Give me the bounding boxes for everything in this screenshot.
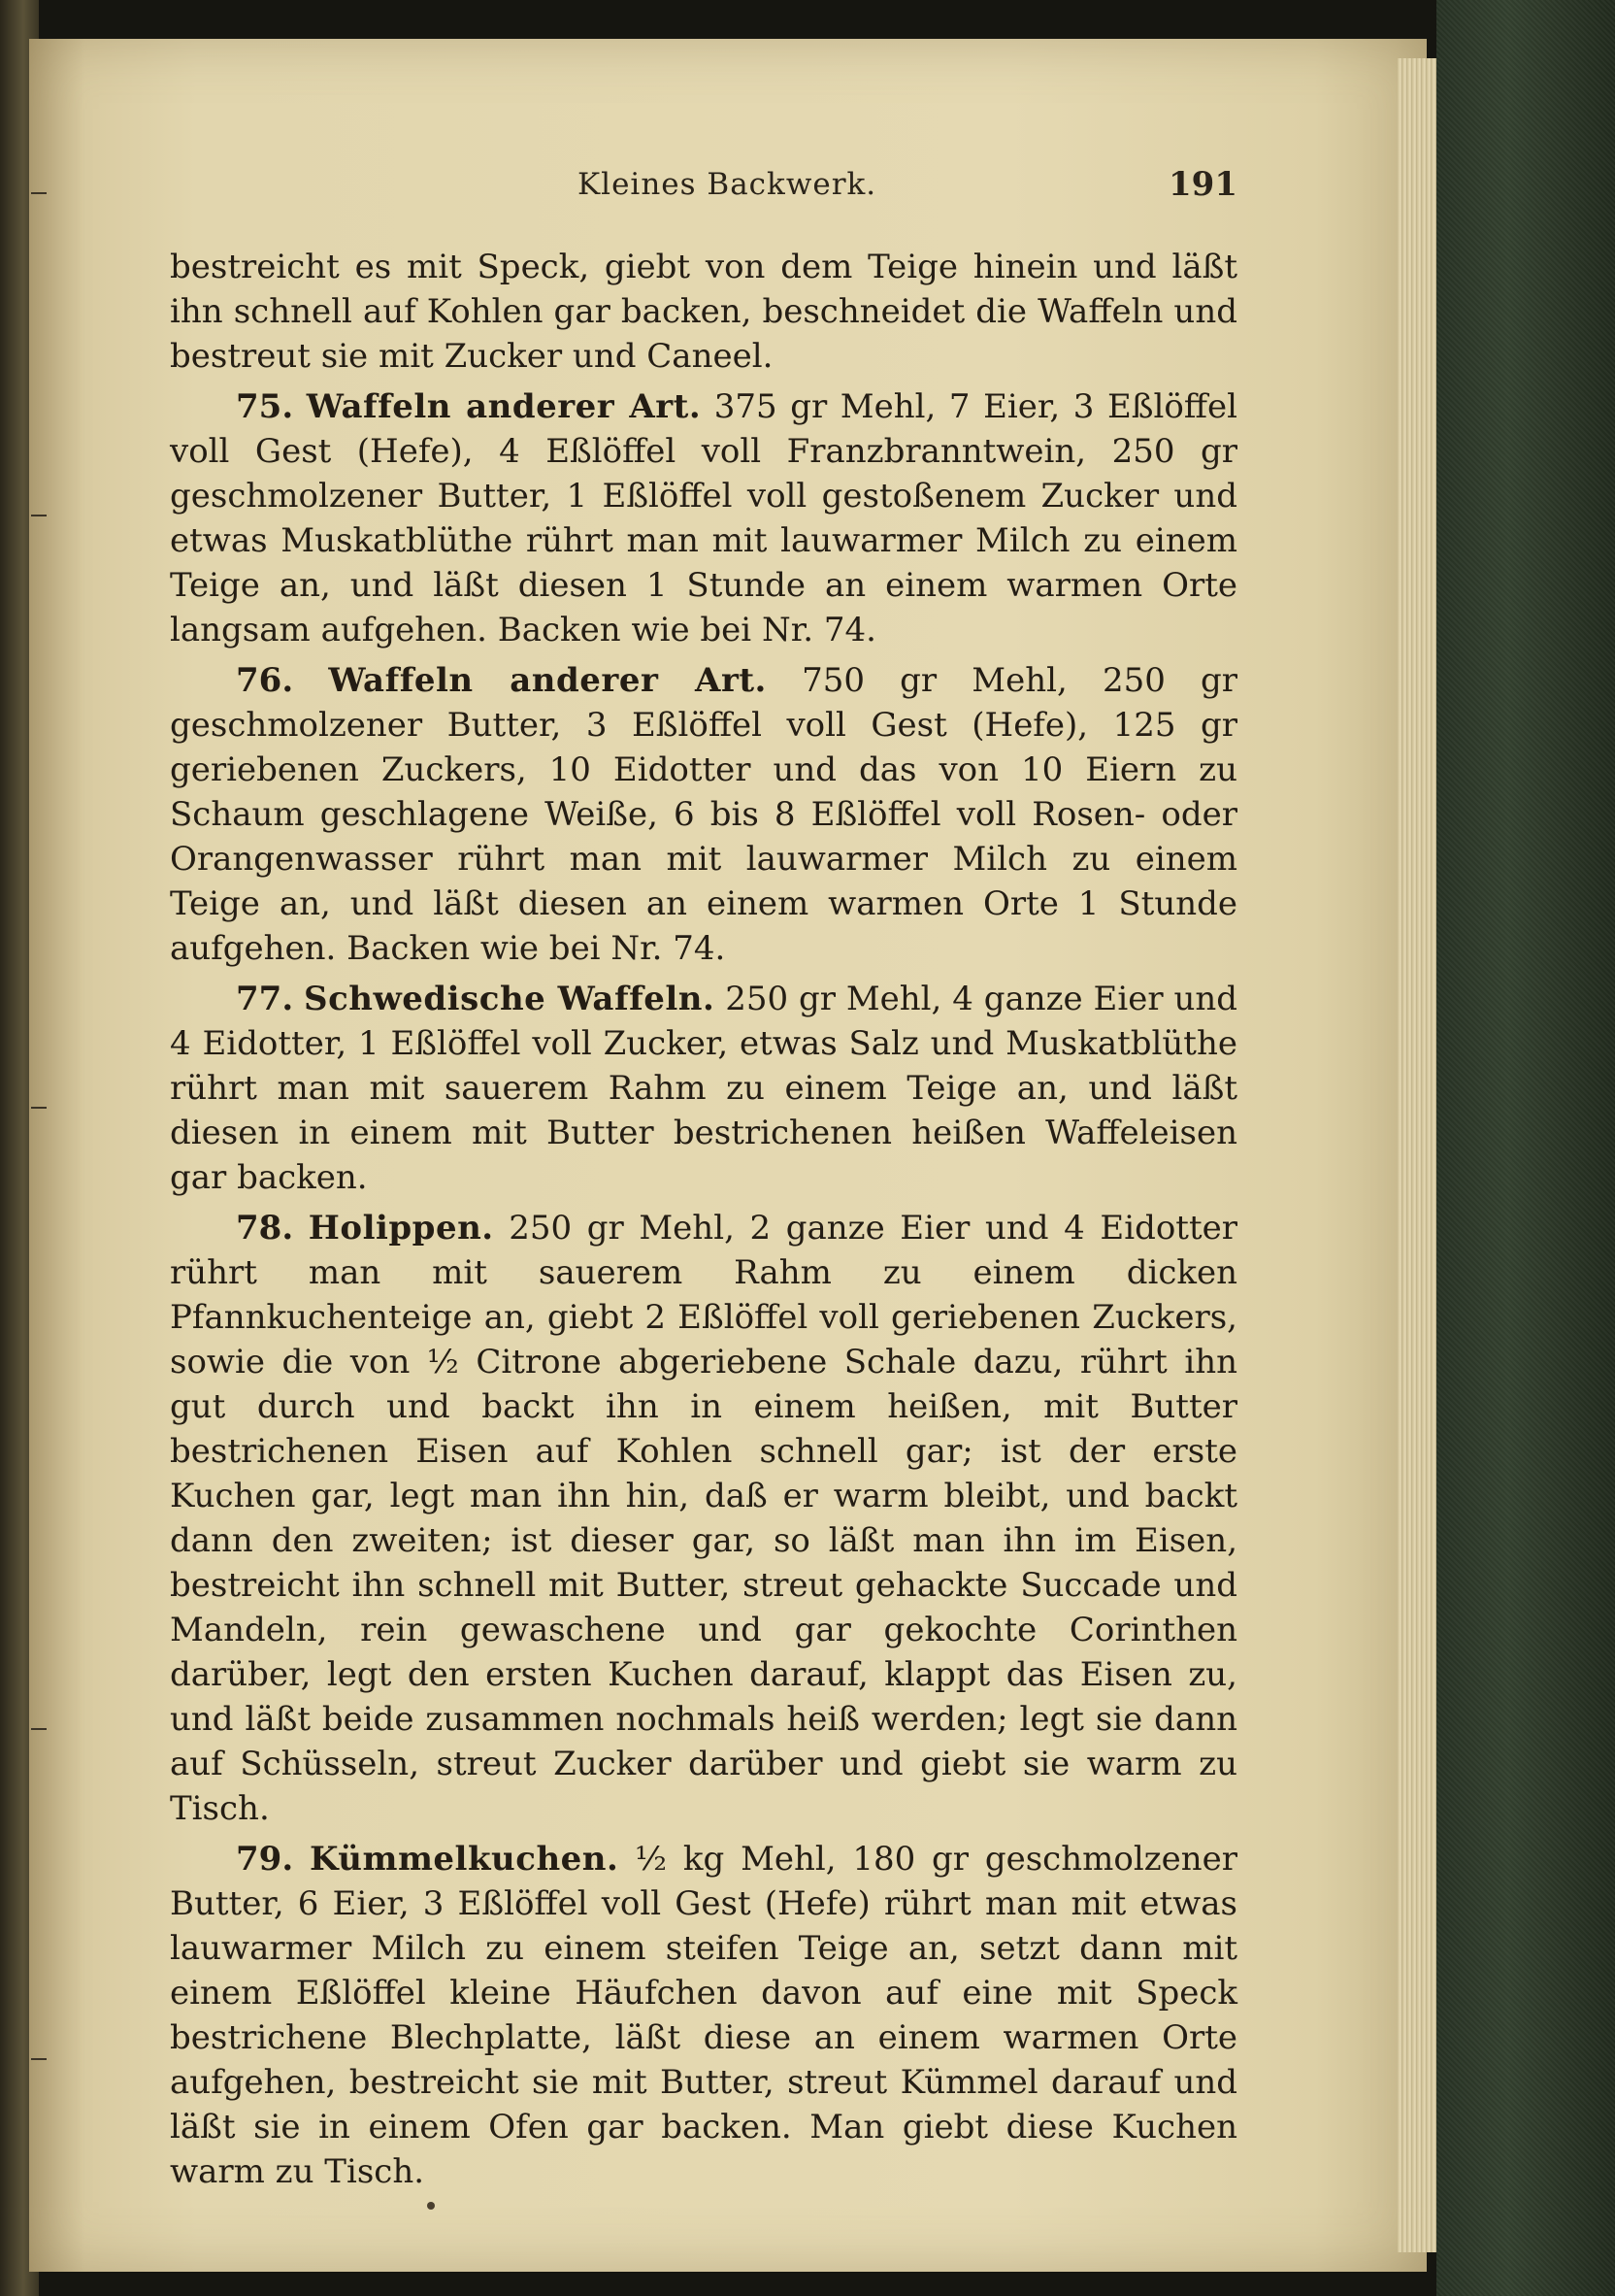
paragraph-continuation (170, 245, 1237, 379)
recipe-heading: Schwedische Waffeln. (304, 980, 715, 1018)
recipe-number: 76. (236, 661, 294, 700)
recipe-text: 750 gr Mehl, 250 gr geschmolzener Butter, 3 Eßlöffel voll Gest (Hefe), 125 gr geriebenen Zuckers, 10 Eidotter und das von 10 Eiern zu Schaum geschlagene Weiße, 6 bis 8 Eßlöffel voll Rosen- oder Orangenwasser rührt man mit lauwarmer Milch zu einem Teige an, und läßt diesen an einem warmen Orte 1 Stunde aufgehen. Backen wie bei Nr. 74. (170, 661, 1237, 968)
recipe-75 (170, 384, 1237, 652)
margin-marks (31, 0, 50, 2296)
recipe-76 (170, 658, 1237, 971)
recipe-78 (170, 1206, 1237, 1831)
page-body (170, 245, 1237, 2200)
recipe-text: 250 gr Mehl, 4 ganze Eier und 4 Eidotter, 1 Eßlöffel voll Zucker, etwas Salz und Muskatblüthe rührt man mit sauerem Rahm zu einem Teige an, und läßt diesen in einem mit Butter bestrichenen heißen Waffeleisen gar backen. (170, 980, 1238, 1197)
page-number: 191 (1169, 165, 1237, 204)
recipe-number: 75. (236, 387, 294, 426)
recipe-number: 79. (236, 1840, 294, 1879)
recipe-text: ½ kg Mehl, 180 gr geschmolzener Butter, 6 Eier, 3 Eßlöffel voll Gest (Hefe) rührt man mit etwas lauwarmer Milch zu einem steifen Teige an, setzt dann mit einem Eßlöffel kleine Häufchen davon auf eine mit Speck bestrichene Blechplatte, läßt diese an einem warmen Orte aufgehen, bestreicht sie mit Butter, streut Kümmel darauf und läßt sie in einem Ofen gar backen. Man giebt diese Kuchen warm zu Tisch. (170, 1840, 1238, 2191)
recipe-number: 77. (236, 980, 294, 1018)
running-title: Kleines Backwerk. (577, 167, 877, 202)
page-edges (1398, 58, 1436, 2252)
book-cover (1436, 0, 1615, 2296)
recipe-text: 375 gr Mehl, 7 Eier, 3 Eßlöffel voll Gest (Hefe), 4 Eßlöffel voll Franzbranntwein, 250 gr geschmolzener Butter, 1 Eßlöffel voll gestoßenem Zucker und etwas Muskatblüthe rührt man mit lauwarmer Milch zu einem Teige an, und läßt diesen 1 Stunde an einem warmen Orte langsam aufgehen. Backen wie bei Nr. 74. (170, 387, 1238, 649)
recipe-heading: Holippen. (308, 1209, 494, 1248)
recipe-text: 250 gr Mehl, 2 ganze Eier und 4 Eidotter rührt man mit sauerem Rahm zu einem dicken Pfannkuchenteige an, giebt 2 Eßlöffel voll geriebenen Zuckers, sowie die von ½ Citrone abgeriebene Schale dazu, rührt ihn gut durch und backt ihn in einem heißen, mit Butter bestrichenen Eisen auf Kohlen schnell gar; ist der erste Kuchen gar, legt man ihn hin, daß er warm bleibt, und backt dann den zweiten; ist dieser gar, so läßt man ihn im Eisen, bestreicht ihn schnell mit Butter, streut gehackte Succade und Mandeln, rein gewaschene und gar gekochte Corinthen darüber, legt den ersten Kuchen darauf, klappt das Eisen zu, und läßt beide zusammen nochmals heiß werden; legt sie dann auf Schüsseln, streut Zucker darüber und giebt sie warm zu Tisch. (170, 1209, 1237, 1828)
recipe-heading: Waffeln anderer Art. (306, 387, 702, 426)
paragraph-text: bestreicht es mit Speck, giebt von dem Teige hinein und läßt ihn schnell auf Kohlen gar backen, beschneidet die Waffeln und bestreut sie mit Zucker und Caneel. (170, 248, 1237, 376)
recipe-77 (170, 977, 1237, 1200)
recipe-number: 78. (236, 1209, 294, 1248)
ink-speck (427, 2202, 435, 2210)
page-header (170, 167, 1237, 216)
recipe-heading: Kümmelkuchen. (309, 1840, 619, 1879)
recipe-79 (170, 1837, 1237, 2194)
recipe-heading: Waffeln anderer Art. (328, 661, 767, 700)
